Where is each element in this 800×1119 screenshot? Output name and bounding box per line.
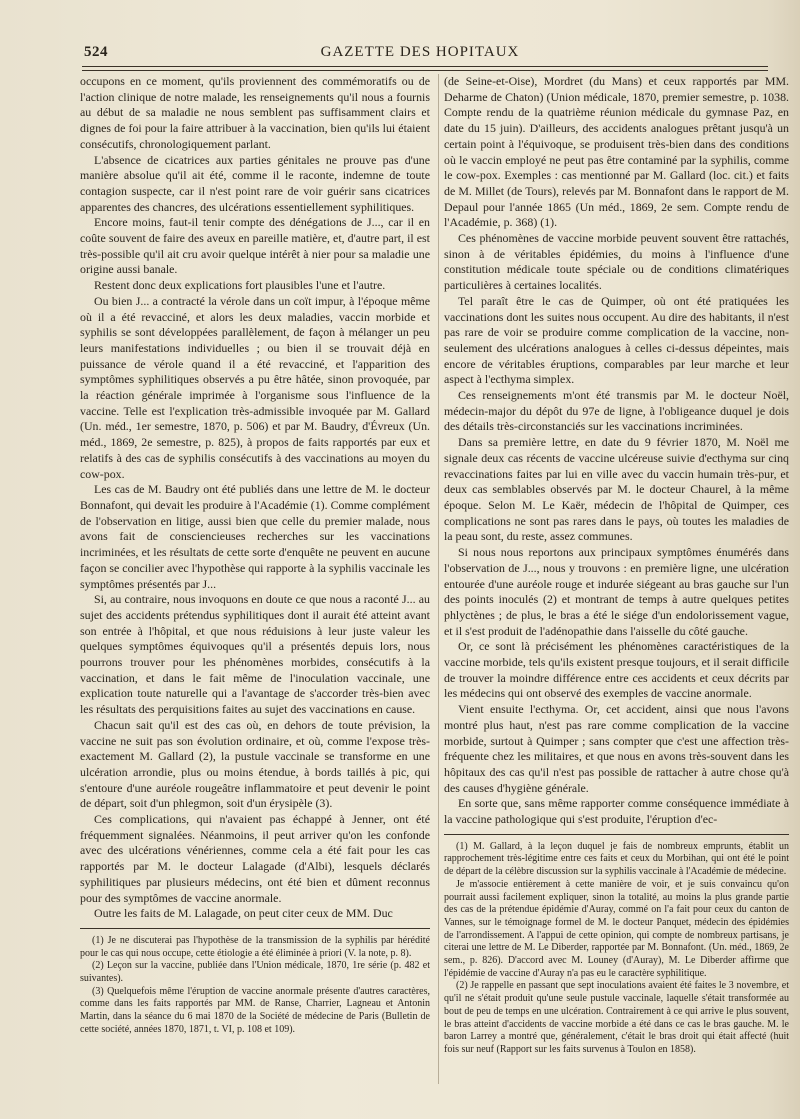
left-paragraph: L'absence de cicatrices aux parties génitales ne prouve pas d'une manière absolue qu'il ait été, comme il le raconte, indemne de toute contagion suspecte, car il n'est point rare de voir guérir sans cicatrices apparentes des chancres, des ulcérations essentiellement syphilitiques.: [80, 152, 430, 214]
footnote: (3) Quelquefois même l'éruption de vaccine anormale présente d'autres caractères, comme dans les faits rapportés par MM. de Ranse, Charrier, Lagneau et Antonin Martin, dans la séance du 6 mai 1870 de la Société de médecine de Paris (Bulletin de cette société, années 1870, 1871, t. VI, p. 108 et 109).: [80, 985, 430, 1035]
right-paragraph: Vient ensuite l'ecthyma. Or, cet accident, ainsi que nous l'avons montré plus haut, n'est pas rare comme complication de la vaccine morbide, surtout à Quimper ; sans compter que c'est une affection très-fréquente chez les militaires, et que nous en avons très-souvent dans les hôpitaux des cas qu'il n'est pas possible de rattacher à autre chose qu'à des causes d'hygiène générale.: [444, 702, 789, 795]
column-divider: [438, 74, 439, 1084]
right-paragraph: Dans sa première lettre, en date du 9 février 1870, M. Noël me signale deux cas récents de vaccine ulcéreuse suivie d'ecthyma sur cinq revaccinations faites par lui en ville avec du vaccin humain très-pur, et deux cas semblables observés par M. le docteur Chaurel, à la même époque. Selon M. Le Kaër, médecin de l'hôpital de Quimper, ces complications ne sont pas rares dans le pays, où toutes les maladies de la peau sont, du reste, assez communes.: [444, 435, 789, 544]
footnote: (2) Je rappelle en passant que sept inoculations avaient été faites le 3 novembre, et qu'il ne s'était produit qu'une seule pustule vaccinale, laquelle s'était transformée au bout de peu de temps en une ulcération. Contrairement à ce qui arrive le plus souvent, le bras atteint d'accidents de vaccine morbide a été dans ce cas le bras gauche. M. le baron Larrey a montré que, généralement, c'était le bras droit qui était affecté (huit fois sur neuf (Rapport sur les faits survenus à Toulon en 1858).: [444, 980, 789, 1055]
header-rule: [82, 66, 768, 71]
running-title: GAZETTE DES HOPITAUX: [320, 44, 520, 60]
left-paragraph: Encore moins, faut-il tenir compte des dénégations de J..., car il en coûte souvent de faire des aveux en pareille matière, et, d'autre part, il est très-possible qu'il ait cru avoir quelque intérêt à nier pour sa maladie une origine aussi banale.: [80, 215, 430, 277]
left-paragraph: Si, au contraire, nous invoquons en doute ce que nous a raconté J... au sujet des accidents prétendus syphilitiques dont il aurait été atteint avant son entrée à l'hôpital, et que nous réduisions à leur juste valeur les quelques symptômes équivoques qu'il a présentés depuis lors, nous pourrons trouver pour les phénomènes morbides, consécutifs à la vaccination, et dans le fait même de l'inoculation vaccinale, une explication toute naturelle qui a l'avantage de s'accorder très-bien avec les résultats des perquisitions faites au sujet des vaccinations en cause.: [80, 592, 430, 717]
page-header: [72, 44, 768, 66]
left-paragraph: Ces complications, qui n'avaient pas échappé à Jenner, ont été fréquemment signalées. Néanmoins, il peut arriver qu'on les confonde avec des ulcérations vénériennes, comme cela a été fait pour les cas rapportés par M. le docteur Lalagade (d'Albi), lesquels déclarés syphilitiques par plusieurs médecins, ont été bien et dûment reconnus pour des symptômes de vaccine anormale.: [80, 812, 430, 905]
right-paragraph: (de Seine-et-Oise), Mordret (du Mans) et ceux rapportés par MM. Deharme de Chaton) (Union médicale, 1870, premier semestre, p. 1038. Compte rendu de la quatrième réunion médicale du gymnase Paz, en date du 15 juin). D'ailleurs, des accidents analogues prêtant jusqu'à un certain point à l'équivoque, se produisent très-bien dans des conditions où le vaccin employé ne peut pas être contaminé par la syphilis, comme le cow-pox. Exemples : cas mentionné par M. Gallard (loc. cit.) et faits de M. Millet (de Tours), relevés par M. Bonnafont dans le rapport de M. Depaul pour l'année 1865 (Un méd., 1869, 2e sem. Compte rendu de l'Académie, p. 368) (1).: [444, 74, 789, 230]
footnote: (1) Je ne discuterai pas l'hypothèse de la transmission de la syphilis par hérédité pour le cas qui nous occupe, cette étiologie a été éliminée à priori (V. la note, p. 8).: [80, 934, 430, 959]
right-footnotes: [444, 841, 789, 1057]
footnote-separator: [444, 834, 789, 835]
right-paragraph: Tel paraît être le cas de Quimper, où ont été pratiquées les vaccinations dont les suites nous occupent. Au dire des habitants, il n'est pas rare de voir se produire comme complication de la vaccine, non-seulement des ulcérations analogues à celles ci-dessus dépeintes, mais encore de véritables éruptions, comparables par leur marche et leur aspect à l'ecthyma simplex.: [444, 293, 789, 387]
right-paragraph: Si nous nous reportons aux principaux symptômes énumérés dans l'observation de J..., nous y trouvons : en première ligne, une ulcération entourée d'une auréole rouge et indurée siégeant au bras gauche sur l'un des points inoculés (2) et montrant de temps à autre quelques petites phlyctènes ; de plus, le bras a été le siége d'un endolorissement vague, et il s'est produit de l'adénopathie dans l'aisselle du côté gauche.: [444, 545, 789, 638]
footnote: (1) M. Gallard, à la leçon duquel je fais de nombreux emprunts, établit un rapprochement très-légitime entre ces faits et ceux du Morbihan, qui ont été le point de départ de la célèbre discussion sur la syphilis vaccinale à l'Académie de médecine.: [444, 840, 789, 878]
footnote: Je m'associe entièrement à cette manière de voir, et je suis convaincu qu'on pourrait aussi facilement expliquer, sinon la totalité, au moins la plus grande partie des cas de la prétendue épidémie d'Auray, commé on l'a fait pour ceux du canton de Vannes, sur le témoignage formel de M. le docteur Panquet, médecin des épidémies de l'arrondissement. A l'appui de cette opinion, qui compte de nombreux partisans, je citerai une lettre de M. Le Diberder, rapportée par M. Bonnafont. (Un. méd., 1869, 2e sem., p. 826). D'accord avec M. Louney (d'Auray), M. Le Diberder affirme que l'épidémie de vaccine d'Auray n'a pas eu le caractère syphilitique.: [444, 878, 789, 979]
footnote: (2) Leçon sur la vaccine, publiée dans l'Union médicale, 1870, 1re série (p. 482 et suivantes).: [80, 960, 430, 985]
left-paragraph: Les cas de M. Baudry ont été publiés dans une lettre de M. le docteur Bonnafont, qui devait les produire à l'Académie (1). Comme complément de l'observation en litige, aussi bien que celle du premier malade, nous avons fait de consciencieuses recherches sur les vaccinations incriminées, et les résultats de cette sorte d'enquête ne peuvent en aucune façon se concilier avec l'hypothèse qui rapporte à la syphilis vaccinale les symptômes présentés par J...: [80, 482, 430, 591]
right-column: [444, 74, 789, 1057]
right-paragraph: En sorte que, sans même rapporter comme conséquence immédiate à la vaccine pathologique qui s'est produite, l'éruption d'ec-: [444, 796, 789, 827]
left-paragraph: Restent donc deux explications fort plausibles l'une et l'autre.: [94, 278, 386, 293]
page-number: 524: [84, 44, 108, 60]
left-footnotes: [80, 935, 430, 1037]
left-paragraph: Outre les faits de M. Lalagade, on peut citer ceux de MM. Duc: [94, 906, 393, 921]
right-paragraph: Or, ce sont là précisément les phénomènes caractéristiques de la vaccine morbide, tels qu'ils existent presque toujours, et il serait difficile de trouver la moindre différence entre ces accidents et ceux décrits par les médecins qui ont observé des exemples de vaccine anormale.: [444, 639, 789, 701]
left-column: [80, 74, 430, 1037]
footnote-separator: [80, 928, 430, 929]
right-paragraph: Ces phénomènes de vaccine morbide peuvent souvent être rattachés, sinon à de véritables épidémies, du moins à l'influence d'une constitution médicale toute spéciale ou de conditions climatériques particulières à certaines localités.: [444, 231, 789, 293]
right-paragraph: Ces renseignements m'ont été transmis par M. le docteur Noël, médecin-major du dépôt du 97e de ligne, à l'obligeance duquel je dois des détails très-circonstanciés sur les vaccinations incriminées.: [444, 388, 789, 434]
left-paragraph: Chacun sait qu'il est des cas où, en dehors de toute prévision, la vaccine ne suit pas son évolution ordinaire, et où, comme l'expose très-exactement M. Gallard (2), la pustule vaccinale se transforme en une ulcération arrondie, plus ou moins étendue, à bords taillés à pic, qui s'entoure d'une auréole rougeâtre inflammatoire et peut devenir le point de départ, soit d'un phlegmon, soit d'un érysipèle (3).: [80, 717, 430, 811]
left-paragraph: occupons en ce moment, qu'ils proviennent des commémoratifs ou de l'action clinique de notre malade, les renseignements qu'il nous a fournis au début de sa maladie ne nous semblent pas suffisamment clairs et dignes de foi pour la faire attribuer à la vaccination, bien qu'ils lui étaient consécutifs, chronologiquement parlant.: [80, 74, 430, 151]
left-paragraph: Ou bien J... a contracté la vérole dans un coït impur, à l'époque même où il a été revacciné, et alors les deux maladies, vaccin morbide et syphilis se sont développées parallèlement, de façon à mélanger un peu leurs manifestations individuelles ; ou bien il se trouvait déjà en puissance de vérole quand il a été revacciné, et l'apparition des symptômes syphilitiques observés a pu être hâtée, sinon provoquée, par la réaction générale imprimée à l'organisme sous l'influence de la vaccine. Telle est l'explication très-admissible invoquée par M. Gallard (Un. méd., 1er semestre, 1870, p. 506) et par M. Baudry, d'Évreux (Un. méd., 1869, 2e semestre, p. 825), à propos de faits rapportés par eux et relatifs à des cas de syphilis consécutifs à des vaccinations au moyen du cow-pox.: [80, 293, 430, 481]
